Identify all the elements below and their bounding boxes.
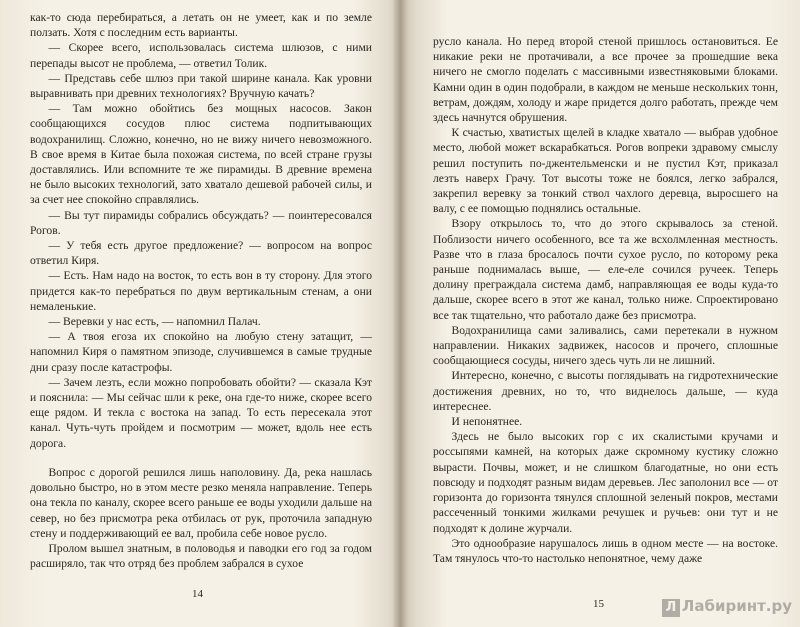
- paragraph: — Зачем лезть, если можно попробовать обойти? — сказала Кэт и пояснила: — Мы сейчас шли к реке, она где-то ниже, скорее всего еще рядом. И текла с востока на запад. То есть пересекала этот канал. Чуть-чуть пройдем и посмотрим — может, вдоль нее есть дорога.: [30, 375, 372, 450]
- page-number: 15: [593, 598, 604, 610]
- paragraph: русло канала. Но перед второй стеной пришлось остановиться. Ее никакие реки не протачивали, а все прочее за прошедшие века ничего не смогло поделать с массивными известняковыми блоками. Камни один в один подобрали, в каждом не меньше нескольких тонн, ветрам, дождям, холоду и жаре придется долго работать, прежде чем здесь начнутся обрушения.: [433, 35, 778, 125]
- right-page: [400, 0, 800, 627]
- paragraph: Пролом вышел знатным, в половодья и паводки его год за годом расширяло, так что отряд без проблем забрался в сухое: [30, 541, 372, 571]
- watermark: [662, 597, 792, 617]
- watermark-text: Лабиринт.ру: [681, 597, 792, 615]
- paragraph: — У тебя есть другое предложение? — вопросом на вопрос ответил Киря.: [30, 239, 372, 268]
- paragraph: — Вы тут пирамиды собрались обсуждать? — поинтересовался Рогов.: [30, 208, 372, 237]
- paragraph: Водохранилища сами заливались, сами перетекали в нужном направлении. Никаких задвижек, насосов и прочего, сплошные сообщающиеся сосуды, ничего здесь чуть ли не лишний.: [433, 323, 778, 368]
- right-page-text: [433, 34, 778, 566]
- paragraph: Здесь не было высоких гор с их скалистыми кручами и россыпями камней, на которых даже скромному кустику сложно вырасти. Почвы, может, и не слишком благодатные, но они есть повсюду и подходят разным видам деревьев. Лес заполонил все — от горизонта до горизонта тянулся сплошной зеленый покров, местами рассеченный тонкими жилками речушек и ручьев: они тут и не подходят к долине журчали.: [433, 430, 778, 535]
- paragraph: Вопрос с дорогой решился лишь наполовину. Да, река нашлась довольно быстро, но в этом месте резко меняла направление. Теперь она текла по каналу, скорее всего раньше ее воды уходили дальше на север, но без присмотра река отбилась от рук, проточила западную стену и поддерживающий ее вал, пробила себе новое русло.: [30, 465, 372, 540]
- paragraph: как-то сюда перебираться, а летать он не умеет, как и по земле ползать. Хотя с последним есть варианты.: [30, 11, 372, 40]
- book-gutter: [392, 0, 408, 627]
- paragraph: — А твоя егоза их спокойно на любую стену затащит, — напомнил Киря о памятном эпизоде, случившемся в самые трудные дни сразу после катастрофы.: [30, 330, 372, 374]
- paragraph: Взору открылось то, что до этого скрывалось за стеной. Поблизости ничего особенного, все та же всхолмленная местность. Разве что в глаза бросалось почти сухое русло, по которому река раньше поднималась выше, — еле-еле сочился ручеек. Теперь долину преграждала система дамб, направляющая ее воды куда-то дальше, скорее всего в этот же канал, только ниже. Спроектировано все так тщательно, что работало даже без присмотра.: [433, 217, 778, 322]
- left-page-text: [30, 10, 372, 571]
- paragraph: — Там можно обойтись без мощных насосов. Закон сообщающихся сосудов плюс система подпитывающих водохранилищ. Сложно, конечно, но не вижу ничего невозможного. В свое время в Китае была похожая система, по всей стране грузы доставлялись. Или вспомните те же пирамиды. В древние времена не было высоких технологий, зато хватало дешевой рабочей силы, и за счет нее спокойно справлялись.: [30, 102, 372, 207]
- page-number: 14: [192, 588, 203, 600]
- paragraph: Интересно, конечно, с высоты поглядывать на гидротехнические достижения древних, но то, что виднелось дальше, — куда интереснее.: [433, 369, 778, 413]
- paragraph: — Веревки у нас есть, — напомнил Палач.: [48, 315, 261, 329]
- paragraph: К счастью, хватистых щелей в кладке хватало — выбрав удобное место, любой может вскарабкаться. Рогов вопреки здравому смыслу решил поступить по-джентельменски и не пустил Кэт, приказал лезть наверх Грачу. Тот высоты тоже не боялся, легко забрался, закрепил веревку за тонкий ствол чахлого деревца, выросшего на валу, с ее помощью поднялись остальные.: [433, 126, 778, 216]
- paragraph: — Есть. Нам надо на восток, то есть вон в ту сторону. Для этого придется как-то перебраться по двум вертикальным стенам, а они немаленькие.: [30, 269, 372, 313]
- watermark-logo-icon: Л: [662, 599, 680, 617]
- paragraph: И непонятнее.: [451, 415, 523, 429]
- paragraph: — Скорее всего, использовалась система шлюзов, с ними перепады высот не проблема, — ответил Толик.: [30, 41, 372, 70]
- paragraph: — Представь себе шлюз при такой ширине канала. Как уровни выравнивать при древних технологиях? Вручную качать?: [30, 71, 372, 101]
- section-break: [30, 451, 372, 465]
- paragraph: Это однообразие нарушалось лишь в одном месте — на востоке. Там тянулось что-то настолько непонятное, чему даже: [433, 536, 778, 565]
